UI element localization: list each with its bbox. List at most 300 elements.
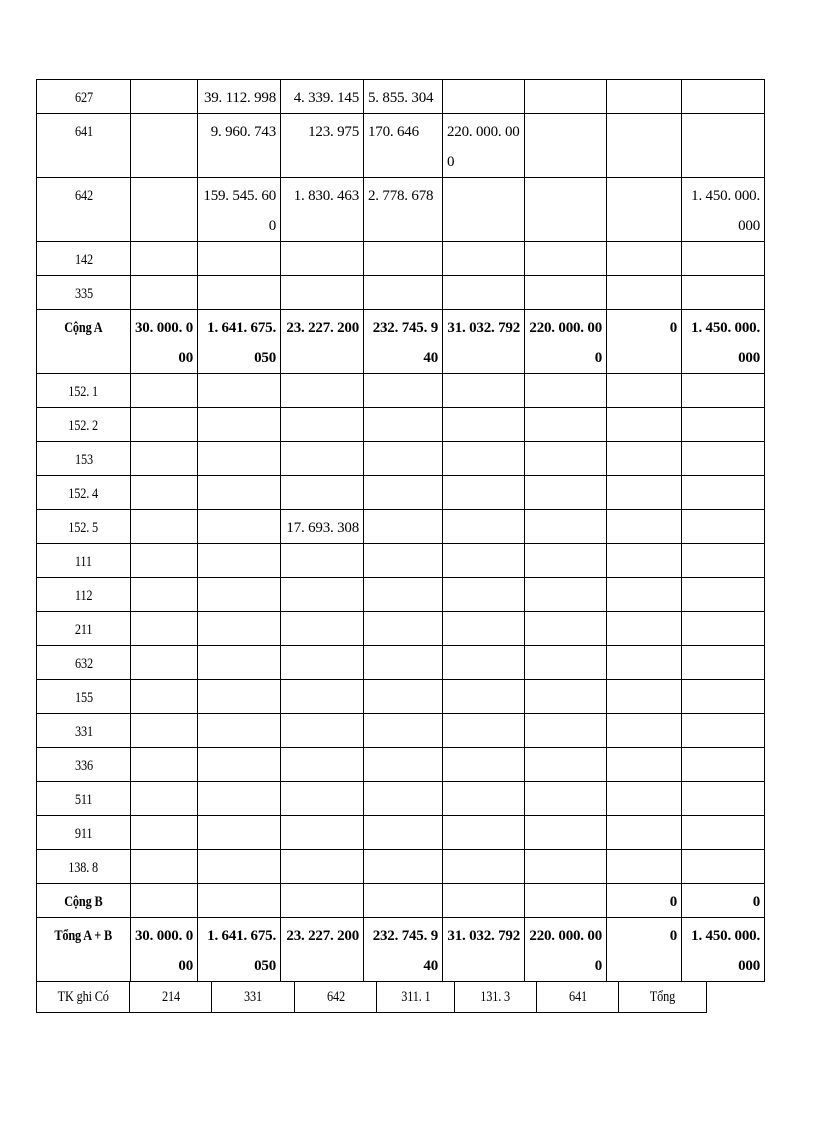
amount-cell	[682, 680, 765, 714]
account-label: Cộng B	[64, 894, 103, 910]
table-row	[37, 850, 765, 884]
amount-cell	[281, 578, 364, 612]
amount-cell	[131, 114, 198, 178]
amount-cell	[443, 310, 525, 374]
amount-cell	[198, 408, 281, 442]
amount-cell	[443, 276, 525, 310]
amount-cell	[607, 646, 682, 680]
amount-cell	[131, 408, 198, 442]
amount-cell	[131, 242, 198, 276]
amount-value: 0	[669, 320, 677, 336]
amount-cell	[281, 242, 364, 276]
table-row	[37, 276, 765, 310]
table-row	[37, 544, 765, 578]
amount-value: 0	[669, 928, 677, 944]
amount-cell	[525, 114, 607, 178]
amount-cell	[607, 310, 682, 374]
account-cell	[37, 276, 131, 310]
amount-cell	[364, 782, 443, 816]
account-label: 152. 2	[68, 418, 99, 434]
amount-value: 1. 641. 675. 050	[207, 928, 276, 974]
amount-value: 1. 450. 000. 000	[691, 928, 760, 974]
credit-account-label: Tổng	[649, 989, 676, 1005]
amount-value: 1. 830. 463	[293, 188, 359, 204]
amount-cell	[364, 816, 443, 850]
amount-cell	[131, 646, 198, 680]
amount-cell	[682, 80, 765, 114]
amount-cell	[364, 510, 443, 544]
amount-value: 159. 545. 600	[203, 188, 276, 234]
amount-value: 39. 112. 998	[203, 90, 276, 106]
account-cell	[37, 816, 131, 850]
account-cell	[37, 178, 131, 242]
amount-cell	[443, 544, 525, 578]
amount-cell	[682, 884, 765, 918]
amount-cell	[607, 476, 682, 510]
amount-cell	[682, 476, 765, 510]
amount-cell	[281, 178, 364, 242]
amount-cell	[281, 884, 364, 918]
amount-cell	[525, 918, 607, 982]
amount-cell	[131, 544, 198, 578]
account-cell	[37, 408, 131, 442]
amount-value: 31. 032. 792	[447, 928, 520, 944]
amount-cell	[364, 114, 443, 178]
amount-cell	[131, 80, 198, 114]
amount-cell	[198, 612, 281, 646]
credit-account-cell	[619, 982, 707, 1013]
table-row	[37, 178, 765, 242]
table-row	[37, 442, 765, 476]
amount-cell	[281, 442, 364, 476]
amount-cell	[364, 544, 443, 578]
amount-cell	[525, 242, 607, 276]
amount-cell	[198, 510, 281, 544]
account-cell	[37, 80, 131, 114]
amount-cell	[682, 714, 765, 748]
account-label: 641	[74, 124, 93, 140]
amount-cell	[281, 918, 364, 982]
credit-header-cell	[37, 982, 130, 1013]
amount-cell	[364, 612, 443, 646]
amount-cell	[364, 310, 443, 374]
amount-cell	[682, 242, 765, 276]
amount-cell	[364, 442, 443, 476]
amount-cell	[443, 816, 525, 850]
amount-cell	[443, 850, 525, 884]
credit-account-table	[36, 981, 707, 1013]
amount-cell	[131, 374, 198, 408]
amount-cell	[682, 276, 765, 310]
amount-cell	[525, 578, 607, 612]
amount-cell	[607, 442, 682, 476]
amount-cell	[281, 476, 364, 510]
amount-cell	[443, 242, 525, 276]
amount-cell	[364, 178, 443, 242]
amount-cell	[281, 748, 364, 782]
account-cell	[37, 442, 131, 476]
account-label: 142	[74, 252, 93, 268]
amount-cell	[198, 782, 281, 816]
amount-cell	[131, 178, 198, 242]
amount-cell	[364, 884, 443, 918]
amount-cell	[281, 680, 364, 714]
amount-value: 2. 778. 678	[368, 188, 434, 204]
amount-cell	[364, 476, 443, 510]
amount-cell	[607, 510, 682, 544]
amount-cell	[682, 408, 765, 442]
amount-cell	[198, 80, 281, 114]
amount-cell	[131, 276, 198, 310]
amount-cell	[525, 782, 607, 816]
account-label: 335	[74, 286, 93, 302]
account-cell	[37, 544, 131, 578]
amount-cell	[525, 850, 607, 884]
account-cell	[37, 850, 131, 884]
amount-cell	[682, 442, 765, 476]
amount-cell	[525, 510, 607, 544]
amount-cell	[682, 748, 765, 782]
amount-cell	[443, 80, 525, 114]
table-row	[37, 884, 765, 918]
amount-cell	[443, 714, 525, 748]
amount-cell	[198, 918, 281, 982]
table-row	[37, 816, 765, 850]
amount-cell	[131, 714, 198, 748]
amount-cell	[443, 476, 525, 510]
amount-value: 1. 450. 000. 000	[691, 320, 760, 366]
table-row	[37, 714, 765, 748]
amount-cell	[198, 680, 281, 714]
amount-cell	[364, 408, 443, 442]
account-label: 138. 8	[68, 860, 99, 876]
account-label: 111	[74, 554, 93, 570]
amount-cell	[198, 544, 281, 578]
amount-value: 232. 745. 940	[372, 928, 438, 974]
amount-cell	[281, 114, 364, 178]
amount-cell	[198, 374, 281, 408]
amount-cell	[198, 114, 281, 178]
table-row	[37, 578, 765, 612]
amount-cell	[198, 276, 281, 310]
amount-cell	[682, 918, 765, 982]
amount-cell	[443, 918, 525, 982]
amount-cell	[525, 80, 607, 114]
amount-cell	[443, 748, 525, 782]
amount-cell	[607, 782, 682, 816]
amount-value: 0	[669, 894, 677, 910]
credit-account-label: 331	[244, 989, 262, 1005]
amount-cell	[525, 476, 607, 510]
account-label: Cộng A	[64, 320, 103, 336]
account-cell	[37, 680, 131, 714]
account-cell	[37, 114, 131, 178]
amount-cell	[607, 680, 682, 714]
account-label: 112	[74, 588, 93, 604]
amount-value: 9. 960. 743	[210, 124, 276, 140]
amount-cell	[443, 578, 525, 612]
amount-cell	[682, 782, 765, 816]
amount-value: 123. 975	[308, 124, 359, 140]
amount-cell	[443, 408, 525, 442]
amount-cell	[198, 816, 281, 850]
credit-account-cell	[295, 982, 377, 1013]
table-row	[37, 680, 765, 714]
table-row	[37, 374, 765, 408]
amount-cell	[525, 178, 607, 242]
amount-cell	[443, 178, 525, 242]
amount-cell	[281, 408, 364, 442]
amount-value: 220. 000. 000	[529, 320, 602, 366]
account-cell	[37, 242, 131, 276]
amount-cell	[131, 578, 198, 612]
amount-cell	[607, 884, 682, 918]
amount-cell	[607, 242, 682, 276]
amount-cell	[607, 544, 682, 578]
amount-cell	[682, 544, 765, 578]
amount-cell	[607, 578, 682, 612]
amount-value: 0	[752, 894, 760, 910]
account-cell	[37, 884, 131, 918]
table-row	[37, 310, 765, 374]
amount-value: 232. 745. 940	[372, 320, 438, 366]
amount-cell	[364, 918, 443, 982]
amount-cell	[131, 442, 198, 476]
amount-cell	[131, 918, 198, 982]
amount-cell	[443, 680, 525, 714]
amount-cell	[607, 408, 682, 442]
amount-value: 1. 641. 675. 050	[207, 320, 276, 366]
amount-cell	[198, 242, 281, 276]
ledger-table	[36, 79, 765, 982]
credit-account-label: 131. 3	[480, 989, 511, 1005]
credit-account-cell	[130, 982, 212, 1013]
amount-cell	[281, 80, 364, 114]
amount-cell	[682, 374, 765, 408]
account-label: 152. 4	[68, 486, 99, 502]
account-label: 336	[74, 758, 93, 774]
amount-cell	[525, 884, 607, 918]
table-row	[37, 242, 765, 276]
amount-cell	[364, 80, 443, 114]
amount-cell	[198, 884, 281, 918]
account-cell	[37, 646, 131, 680]
amount-cell	[682, 612, 765, 646]
amount-cell	[198, 748, 281, 782]
amount-cell	[443, 884, 525, 918]
account-cell	[37, 918, 131, 982]
amount-cell	[682, 178, 765, 242]
amount-cell	[682, 646, 765, 680]
account-label: 632	[74, 656, 93, 672]
amount-cell	[281, 544, 364, 578]
amount-cell	[198, 714, 281, 748]
amount-cell	[607, 612, 682, 646]
credit-account-label: 641	[568, 989, 587, 1005]
amount-cell	[443, 114, 525, 178]
account-label: 331	[74, 724, 93, 740]
account-label: 642	[74, 188, 93, 204]
amount-cell	[607, 80, 682, 114]
table-row	[37, 612, 765, 646]
amount-cell	[525, 374, 607, 408]
amount-cell	[525, 816, 607, 850]
ledger-table-body	[37, 80, 765, 982]
credit-account-cell	[455, 982, 537, 1013]
amount-cell	[525, 442, 607, 476]
amount-cell	[443, 782, 525, 816]
credit-account-label: 214	[161, 989, 180, 1005]
amount-cell	[198, 646, 281, 680]
account-label: 152. 1	[68, 384, 99, 400]
amount-cell	[607, 850, 682, 884]
amount-cell	[682, 510, 765, 544]
amount-cell	[607, 374, 682, 408]
amount-cell	[525, 680, 607, 714]
account-label: 152. 5	[68, 520, 99, 536]
amount-cell	[525, 310, 607, 374]
amount-cell	[607, 276, 682, 310]
amount-cell	[364, 850, 443, 884]
amount-cell	[364, 714, 443, 748]
amount-cell	[198, 442, 281, 476]
amount-cell	[682, 310, 765, 374]
amount-cell	[607, 816, 682, 850]
amount-value: 1. 450. 000. 000	[691, 188, 760, 234]
account-label: 155	[74, 690, 93, 706]
table-row	[37, 80, 765, 114]
amount-cell	[281, 816, 364, 850]
amount-cell	[131, 612, 198, 646]
amount-cell	[281, 374, 364, 408]
table-row	[37, 476, 765, 510]
amount-cell	[281, 646, 364, 680]
table-row	[37, 782, 765, 816]
amount-cell	[682, 850, 765, 884]
amount-cell	[364, 646, 443, 680]
amount-cell	[198, 476, 281, 510]
amount-value: 170. 646	[368, 124, 419, 140]
amount-value: 4. 339. 145	[293, 90, 359, 106]
credit-account-label: 642	[326, 989, 345, 1005]
account-cell	[37, 782, 131, 816]
account-label: 511	[74, 792, 93, 808]
account-cell	[37, 374, 131, 408]
table-row	[37, 408, 765, 442]
credit-account-label: TK ghi Có	[57, 989, 109, 1005]
amount-cell	[281, 612, 364, 646]
credit-account-row	[37, 982, 707, 1013]
account-label: 911	[74, 826, 93, 842]
amount-cell	[364, 374, 443, 408]
amount-cell	[525, 612, 607, 646]
amount-cell	[364, 276, 443, 310]
amount-cell	[682, 816, 765, 850]
amount-cell	[131, 680, 198, 714]
account-cell	[37, 612, 131, 646]
amount-cell	[525, 276, 607, 310]
amount-cell	[364, 748, 443, 782]
amount-cell	[131, 310, 198, 374]
table-row	[37, 510, 765, 544]
table-row	[37, 748, 765, 782]
amount-cell	[131, 782, 198, 816]
amount-cell	[443, 510, 525, 544]
account-cell	[37, 748, 131, 782]
amount-cell	[281, 510, 364, 544]
amount-cell	[682, 578, 765, 612]
amount-value: 30. 000. 000	[135, 320, 194, 366]
amount-cell	[131, 884, 198, 918]
account-cell	[37, 578, 131, 612]
amount-cell	[607, 714, 682, 748]
amount-cell	[364, 680, 443, 714]
table-row	[37, 646, 765, 680]
account-cell	[37, 510, 131, 544]
amount-cell	[607, 918, 682, 982]
amount-cell	[682, 114, 765, 178]
amount-cell	[525, 646, 607, 680]
amount-cell	[281, 850, 364, 884]
amount-cell	[364, 242, 443, 276]
amount-cell	[607, 114, 682, 178]
amount-cell	[281, 310, 364, 374]
amount-value: 220. 000. 000	[529, 928, 602, 974]
amount-cell	[607, 178, 682, 242]
amount-cell	[131, 510, 198, 544]
amount-cell	[131, 816, 198, 850]
credit-account-cell	[377, 982, 455, 1013]
account-label: 627	[74, 90, 93, 106]
amount-cell	[281, 276, 364, 310]
amount-cell	[198, 578, 281, 612]
amount-cell	[525, 714, 607, 748]
amount-cell	[525, 408, 607, 442]
amount-cell	[131, 850, 198, 884]
amount-cell	[281, 782, 364, 816]
credit-account-cell	[212, 982, 295, 1013]
credit-account-label: 311. 1	[400, 989, 431, 1005]
amount-cell	[198, 178, 281, 242]
table-row	[37, 918, 765, 982]
table-row	[37, 114, 765, 178]
amount-value: 23. 227. 200	[286, 928, 359, 944]
amount-cell	[443, 646, 525, 680]
account-label: Tổng A + B	[54, 928, 113, 944]
amount-cell	[198, 850, 281, 884]
account-label: 153	[74, 452, 93, 468]
amount-cell	[443, 612, 525, 646]
amount-value: 31. 032. 792	[447, 320, 520, 336]
account-cell	[37, 476, 131, 510]
amount-value: 30. 000. 000	[135, 928, 194, 974]
account-cell	[37, 310, 131, 374]
account-label: 211	[74, 622, 93, 638]
amount-cell	[443, 442, 525, 476]
amount-value: 23. 227. 200	[286, 320, 359, 336]
amount-cell	[364, 578, 443, 612]
amount-cell	[525, 544, 607, 578]
amount-value: 5. 855. 304	[368, 90, 434, 106]
amount-cell	[525, 748, 607, 782]
amount-value: 220. 000. 000	[447, 124, 520, 170]
amount-cell	[131, 476, 198, 510]
credit-account-cell	[537, 982, 619, 1013]
amount-value: 17. 693. 308	[286, 520, 359, 536]
amount-cell	[198, 310, 281, 374]
amount-cell	[281, 714, 364, 748]
amount-cell	[443, 374, 525, 408]
